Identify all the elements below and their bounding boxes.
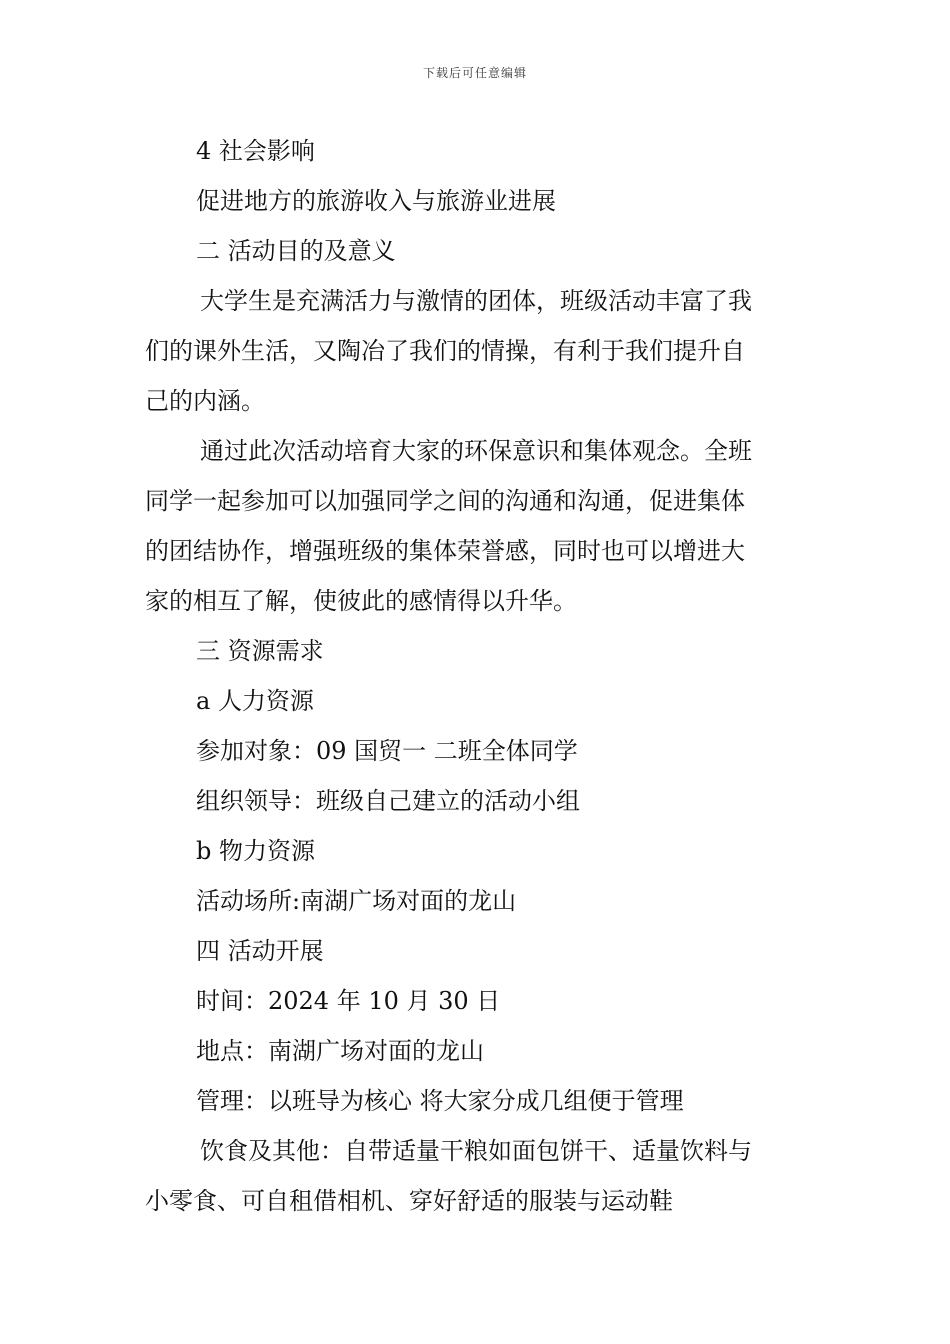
paragraph-line: 们的课外生活，又陶冶了我们的情操，有利于我们提升自: [145, 337, 745, 365]
paragraph-food: [145, 1126, 807, 1226]
paragraph-line: 大学生是充满活力与激情的团体，班级活动丰富了我: [200, 287, 752, 315]
paragraph-activity: [145, 426, 807, 626]
paragraph-students: [145, 276, 807, 426]
text-line-venue: 活动场所:南湖广场对面的龙山: [196, 887, 517, 915]
paragraph-line: 己的内涵。: [145, 387, 265, 415]
paragraph-line: 饮食及其他：自带适量干粮如面包饼干、适量饮料与: [200, 1137, 752, 1165]
document-body: [145, 126, 807, 1226]
subsection-human-resources: a 人力资源: [196, 687, 314, 715]
section-title-activity: 四 活动开展: [196, 937, 324, 965]
section-title-purpose: 二 活动目的及意义: [196, 237, 396, 265]
paragraph-line: 通过此次活动培育大家的环保意识和集体观念。全班: [200, 437, 752, 465]
paragraph-line: 的团结协作，增强班级的集体荣誉感，同时也可以增进大: [145, 537, 745, 565]
subsection-material-resources: b 物力资源: [196, 837, 315, 865]
text-line-organizer: 组织领导：班级自己建立的活动小组: [196, 787, 580, 815]
section-title-social-impact: 4 社会影响: [196, 137, 315, 165]
section-title-resources: 三 资源需求: [196, 637, 324, 665]
paragraph-line: 同学一起参加可以加强同学之间的沟通和沟通，促进集体: [145, 487, 745, 515]
paragraph-line: 小零食、可自租借相机、穿好舒适的服装与运动鞋: [145, 1187, 673, 1215]
text-line-location: 地点：南湖广场对面的龙山: [196, 1037, 484, 1065]
paragraph-line: 家的相互了解，使彼此的感情得以升华。: [145, 587, 577, 615]
page-header-note: 下载后可任意编辑: [422, 66, 527, 80]
text-line-time: 时间：2024 年 10 月 30 日: [196, 987, 501, 1015]
text-line-management: 管理：以班导为核心 将大家分成几组便于管理: [196, 1087, 684, 1115]
text-line-participants: 参加对象：09 国贸一 二班全体同学: [196, 737, 578, 765]
text-line: 促进地方的旅游收入与旅游业进展: [196, 187, 556, 215]
